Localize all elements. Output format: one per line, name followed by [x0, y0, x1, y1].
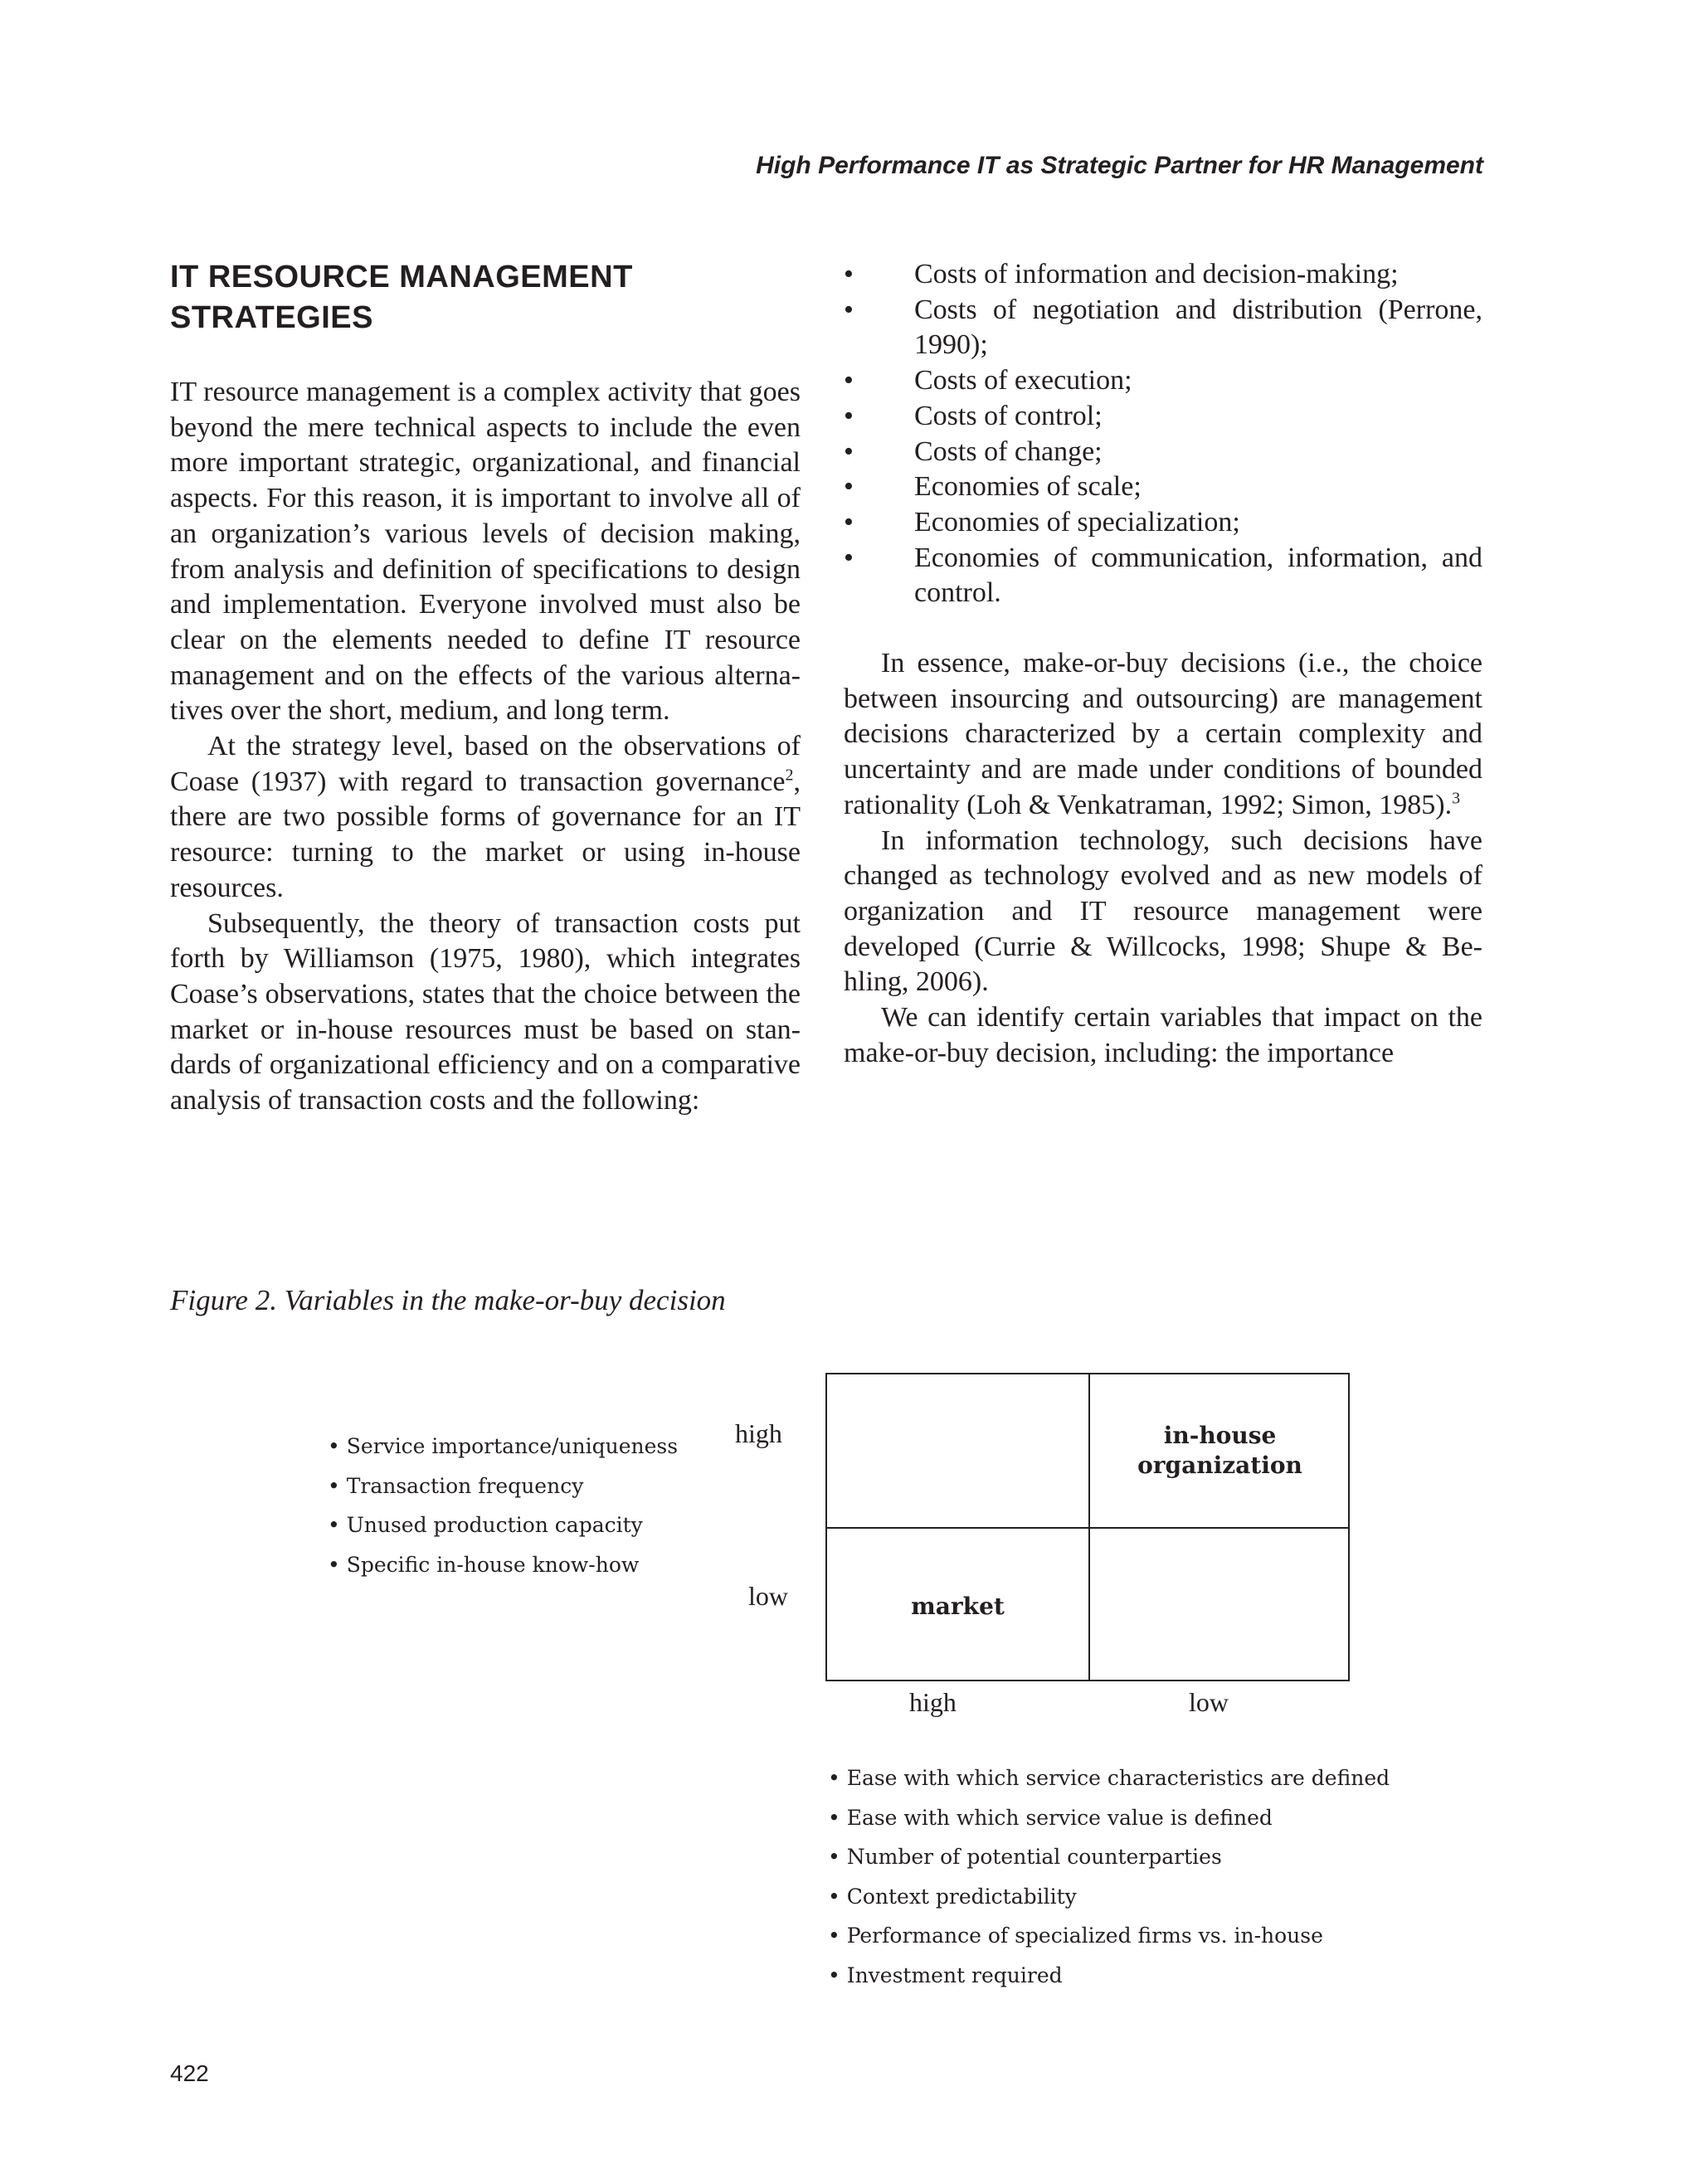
x-axis-low-label: low — [1189, 1687, 1229, 1717]
list-item: • Investment required — [828, 1963, 1063, 1987]
list-item: • Ease with which service characteristics are defined — [828, 1766, 1390, 1790]
figure-caption: Figure 2. Variables in the make-or-buy decision — [170, 1284, 726, 1316]
left-factor-list — [328, 1427, 678, 1584]
list-item: • Costs of negotiation and distribution (Perrone, 1990); — [844, 293, 1482, 363]
paragraph-coase — [170, 729, 801, 907]
list-item: • Unused production capacity — [328, 1513, 643, 1537]
list-item: • Specific in-house know-how — [328, 1552, 640, 1577]
list-item: • Performance of specialized firms vs. in-house — [828, 1924, 1323, 1948]
list-item: • Costs of control; — [844, 399, 1482, 435]
list-item: • Ease with which service value is defined — [828, 1805, 1273, 1830]
list-item: • Economies of communication, information, and control. — [844, 541, 1482, 611]
cell-market: market — [911, 1593, 1005, 1620]
paragraph-make-or-buy — [844, 646, 1482, 824]
cost-list — [844, 257, 1482, 611]
page-number: 422 — [170, 2060, 209, 2086]
paragraph-it-evolution: In information technology, such decisions have changed as technology evolved and as new models of organization and IT resource management were developed (Currie & Willcocks, 1998; Shupe & Behling, 2006). — [844, 824, 1482, 998]
footnote-marker-3[interactable]: 3 — [1452, 789, 1461, 808]
decision-matrix — [825, 1373, 1350, 1681]
paragraph-williamson: Subsequently, the theory of transaction costs put forth by Williamson (1975, 1980), which integrates Coase’s observations, states that the choice between the market or in-house resources must be based on standards of organizational efficiency and on a comparative analysis of transaction costs and the following: — [170, 907, 801, 1116]
list-item: • Service importance/uniqueness — [328, 1434, 679, 1458]
paragraph-intro: IT resource management is a complex activity that goes beyond the mere technical aspects to include the even more important strategic, organizational, and financial aspects. For this reason, it is important to involve all of an organization’s various levels of decision making, from analysis and definition of specifications to design and implementation. Everyone involved must also be clear on the elements needed to define IT resource management and on the effects of the various alternatives over the short, medium, and long term. — [170, 377, 801, 727]
list-item: • Costs of change; — [844, 435, 1482, 470]
right-column — [844, 257, 1482, 1071]
paragraph-variables: We can identify certain variables that impact on the make-or-buy decision, including: the importance — [844, 1002, 1482, 1068]
bottom-factor-list — [828, 1758, 1390, 1995]
paragraph-coase-rest: , there are two possible forms of governance for an IT resource: turning to the market or using in-house resources. — [170, 766, 801, 903]
paragraph-make-or-buy-text: In essence, make-or-buy decisions (i.e., the choice between insourcing and outsourcing) are management decisions characterized by a certain complexity and uncertainty and are made under conditions of bounded rationality (Loh & Venkatraman, 1992; Simon, 1985). — [844, 648, 1482, 820]
list-item: • Costs of information and decision-making; — [844, 257, 1482, 293]
x-axis-high-label: high — [909, 1687, 957, 1717]
matrix-horizontal-divider — [827, 1527, 1348, 1529]
list-item: • Economies of specialization; — [844, 505, 1482, 541]
list-item: • Costs of execution; — [844, 363, 1482, 399]
list-item: • Economies of scale; — [844, 469, 1482, 505]
y-axis-high-label: high — [735, 1418, 782, 1448]
footnote-marker-2[interactable]: 2 — [785, 766, 794, 785]
y-axis-low-label: low — [748, 1581, 788, 1611]
list-item: • Context predictability — [828, 1884, 1077, 1909]
running-header: High Performance IT as Strategic Partner for HR Management — [756, 152, 1483, 179]
list-item: • Number of potential counterparties — [828, 1845, 1222, 1869]
left-column — [170, 257, 801, 1119]
section-heading: IT RESOURCE MANAGEMENT STRATEGIES — [170, 260, 633, 335]
paragraph-coase-text: At the strategy level, based on the observations of Coase (1937) with regard to transaction governance — [170, 731, 801, 797]
cell-in-house-organization: in-house organization — [1137, 1422, 1302, 1479]
list-item: • Transaction frequency — [328, 1473, 584, 1498]
